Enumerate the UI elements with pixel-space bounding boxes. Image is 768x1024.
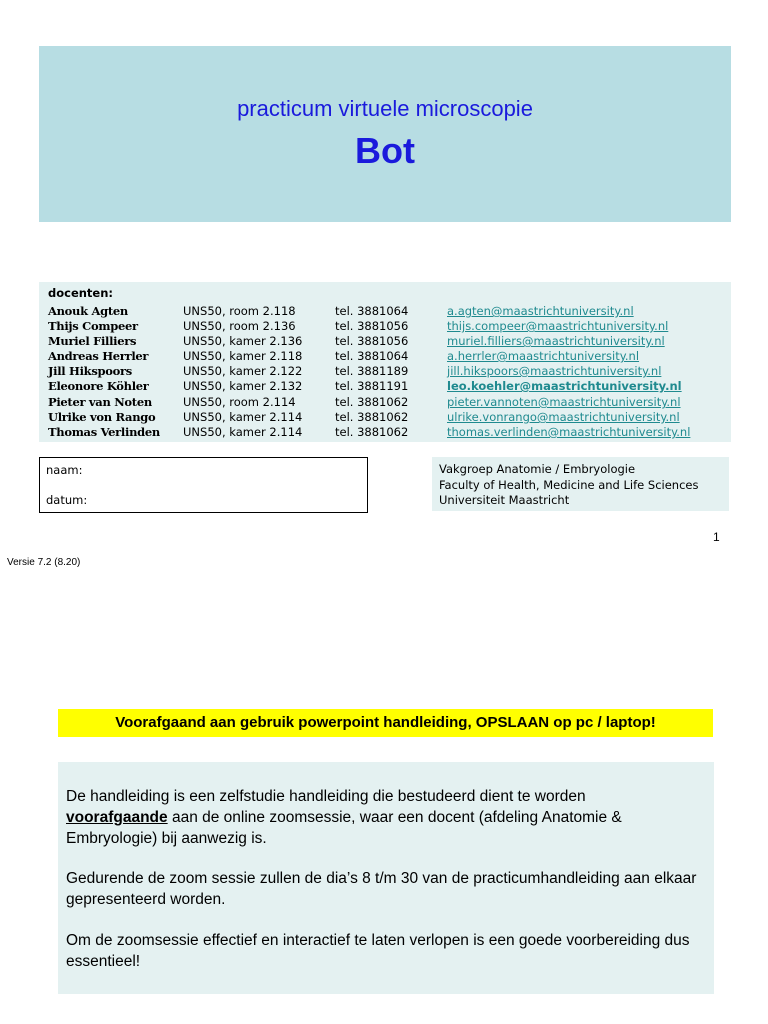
staff-row — [39, 349, 731, 364]
student-info-form — [39, 457, 368, 513]
staff-room: UNS50, kamer 2.114 — [183, 410, 303, 424]
staff-email-link[interactable]: a.herrler@maastrichtuniversity.nl — [447, 349, 640, 363]
staff-name: Pieter van Noten — [48, 395, 152, 409]
staff-email-link[interactable]: ulrike.vonrango@maastrichtuniversity.nl — [447, 410, 680, 424]
staff-room: UNS50, kamer 2.118 — [183, 349, 303, 363]
staff-heading: docenten: — [48, 286, 114, 300]
university-name: Universiteit Maastricht — [439, 493, 570, 507]
staff-phone: tel. 3881062 — [335, 410, 409, 424]
staff-row — [39, 395, 731, 410]
page-title: Bot — [355, 130, 415, 171]
name-field-label[interactable]: naam: — [46, 463, 83, 477]
staff-email-link[interactable]: leo.koehler@maastrichtuniversity.nl — [447, 379, 682, 393]
staff-email-link[interactable]: thomas.verlinden@maastrichtuniversity.nl — [447, 425, 691, 439]
staff-room: UNS50, room 2.136 — [183, 319, 296, 333]
staff-phone: tel. 3881191 — [335, 379, 409, 393]
staff-row — [39, 304, 731, 319]
staff-row — [39, 364, 731, 379]
instructions-text: De handleiding is een zelfstudie handleiding die bestudeerd dient te worden — [66, 788, 586, 805]
date-field-label[interactable]: datum: — [46, 493, 88, 507]
staff-name: Thijs Compeer — [48, 319, 138, 333]
staff-room: UNS50, room 2.118 — [183, 304, 296, 318]
staff-name: Eleonore Köhler — [48, 379, 149, 393]
staff-email-link[interactable]: pieter.vannoten@maastrichtuniversity.nl — [447, 395, 681, 409]
department-info — [432, 457, 729, 511]
staff-phone: tel. 3881062 — [335, 425, 409, 439]
staff-row — [39, 425, 731, 440]
staff-name: Muriel Filliers — [48, 334, 137, 348]
staff-email-link[interactable]: a.agten@maastrichtuniversity.nl — [447, 304, 634, 318]
staff-room: UNS50, kamer 2.132 — [183, 379, 303, 393]
staff-name: Ulrike von Rango — [48, 410, 156, 424]
instructions-paragraph-1 — [66, 786, 706, 849]
staff-phone: tel. 3881189 — [335, 364, 409, 378]
instructions-paragraph-3: Om de zoomsessie effectief en interactief te laten verlopen is een goede voorbereiding dus essentieel! — [66, 932, 690, 970]
staff-phone: tel. 3881056 — [335, 334, 409, 348]
staff-room: UNS50, room 2.114 — [183, 395, 296, 409]
title-banner — [39, 46, 731, 222]
faculty-name: Faculty of Health, Medicine and Life Sciences — [439, 478, 699, 492]
staff-email-link[interactable]: muriel.filliers@maastrichtuniversity.nl — [447, 334, 665, 348]
staff-email-link[interactable]: jill.hikspoors@maastrichtuniversity.nl — [447, 364, 662, 378]
staff-phone: tel. 3881056 — [335, 319, 409, 333]
version-label: Versie 7.2 (8.20) — [7, 557, 81, 568]
staff-row — [39, 319, 731, 334]
staff-room: UNS50, kamer 2.114 — [183, 425, 303, 439]
emphasis-text: voorafgaande — [66, 809, 168, 826]
instructions-text: aan de online zoomsessie, waar een docent (afdeling Anatomie & Embryologie) bij aanwezig is. — [66, 809, 622, 847]
staff-name: Andreas Herrler — [48, 349, 149, 363]
instructions-paragraph-2: Gedurende de zoom sessie zullen de dia’s 8 t/m 30 van de practicumhandleiding aan elkaar gepresenteerd worden. — [66, 870, 697, 908]
staff-row — [39, 379, 731, 394]
staff-phone: tel. 3881064 — [335, 349, 409, 363]
staff-room: UNS50, kamer 2.136 — [183, 334, 303, 348]
page-subtitle: practicum virtuele microscopie — [237, 96, 533, 121]
staff-list — [39, 282, 731, 442]
staff-name: Thomas Verlinden — [48, 425, 160, 439]
staff-row — [39, 410, 731, 425]
staff-email-link[interactable]: thijs.compeer@maastrichtuniversity.nl — [447, 319, 669, 333]
instructions-box — [58, 762, 714, 994]
staff-name: Anouk Agten — [48, 304, 128, 318]
page-number: 1 — [713, 530, 720, 544]
staff-room: UNS50, kamer 2.122 — [183, 364, 303, 378]
staff-row — [39, 334, 731, 349]
staff-phone: tel. 3881064 — [335, 304, 409, 318]
department-name: Vakgroep Anatomie / Embryologie — [439, 462, 636, 476]
staff-phone: tel. 3881062 — [335, 395, 409, 409]
save-warning-banner: Voorafgaand aan gebruik powerpoint handleiding, OPSLAAN op pc / laptop! — [58, 709, 713, 737]
staff-name: Jill Hikspoors — [48, 364, 132, 378]
